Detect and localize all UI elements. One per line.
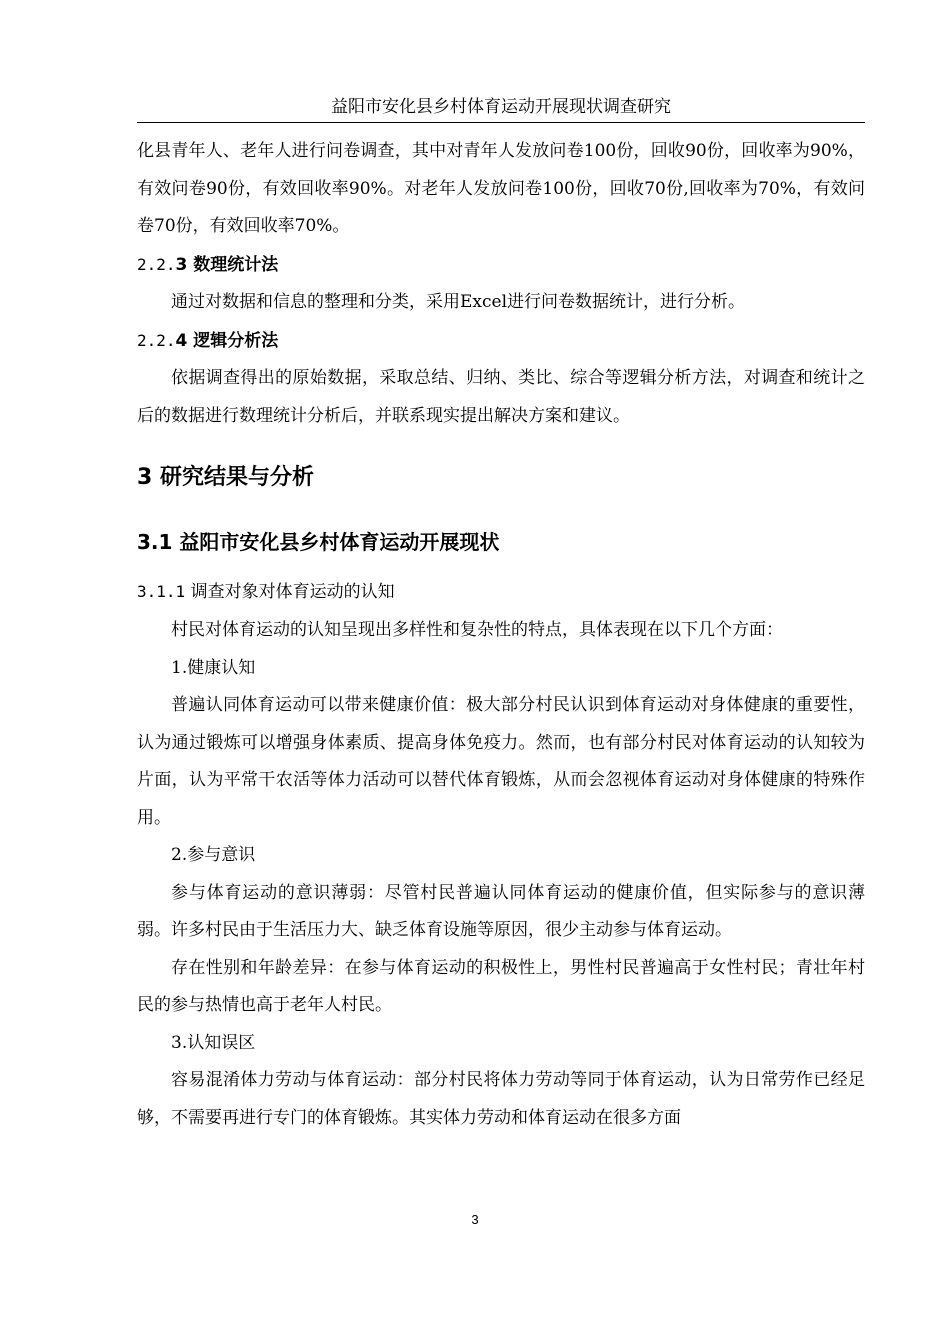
paragraph-participation: 参与体育运动的意识薄弱：尽管村民普遍认同体育运动的健康价值，但实际参与的意识薄弱。许多村民由于生活压力大、缺乏体育设施等原因，很少主动参与体育运动。 [137,882,865,940]
heading-number: 3.1.1 [137,582,186,601]
heading-3-1-1 [137,577,865,607]
heading-2-2-3 [137,246,865,285]
page-number: 3 [471,1212,479,1227]
header-rule [137,122,865,123]
heading-number: 2.2. [137,330,176,350]
document-body [137,133,865,1137]
heading-text: 3 数理统计法 [175,254,279,275]
paragraph-logic-analysis: 依据调查得出的原始数据，采取总结、归纳、类比、综合等逻辑分析方法，对调查和统计之后的数据进行数理统计分析后，并联系现实提出解决方案和建议。 [137,368,865,426]
list-label-misconceptions: 3.认知误区 [171,1032,256,1053]
paragraph-health: 普遍认同体育运动可以带来健康价值：极大部分村民认识到体育运动对身体健康的重要性，认为通过锻炼可以增强身体素质、提高身体免疫力。然而，也有部分村民对体育运动的认知较为片面，认为平常干农活等体力活动可以替代体育锻炼，从而会忽视体育运动对身体健康的特殊作用。 [137,695,865,828]
heading-text: 4 逻辑分析法 [175,330,279,351]
heading-section-3-1: 3.1 益阳市安化县乡村体育运动开展现状 [137,530,500,554]
paragraph-misconceptions: 容易混淆体力劳动与体育运动：部分村民将体力劳动等同于体育运动，认为日常劳作已经足够，不需要再进行专门的体育锻炼。其实体力劳动和体育运动在很多方面 [137,1070,865,1128]
list-label-health: 1.健康认知 [171,657,256,678]
paragraph-intro: 村民对体育运动的认知呈现出多样性和复杂性的特点，具体表现在以下几个方面： [171,620,783,640]
heading-2-2-4 [137,322,865,361]
paragraph-survey-method: 化县青年人、老年人进行问卷调查，其中对青年人发放问卷100份，回收90份，回收率为90%，有效问卷90份，有效回收率90%。对老年人发放问卷100份，回收70份,回收率为70%，有效问卷70份，有效回收率70%。 [137,141,865,236]
paragraph-statistics: 通过对数据和信息的整理和分类，采用Excel进行问卷数据统计，进行分析。 [171,292,746,312]
paragraph-differences: 存在性别和年龄差异：在参与体育运动的积极性上，男性村民普遍高于女性村民；青壮年村民的参与热情也高于老年人村民。 [137,957,865,1015]
page-header-title: 益阳市安化县乡村体育运动开展现状调查研究 [331,97,671,117]
heading-number: 2.2. [137,254,176,274]
list-label-participation: 2.参与意识 [171,845,256,865]
heading-chapter-3: 3 研究结果与分析 [137,465,314,490]
heading-text: 调查对象对体育运动的认知 [185,582,395,602]
